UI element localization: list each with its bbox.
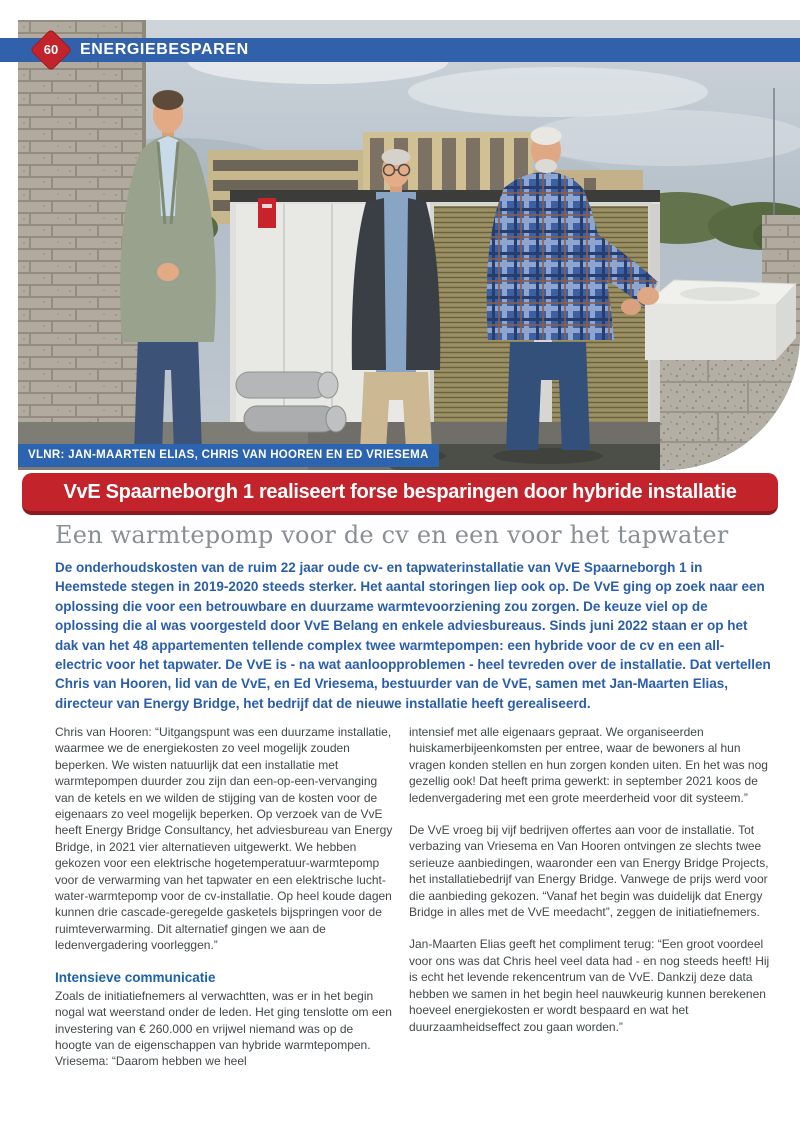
rooftop-photo — [18, 20, 800, 470]
foam-box — [645, 280, 796, 360]
photo-caption: VLNR: JAN-MAARTEN ELIAS, CHRIS VAN HOOREN EN ED VRIESEMA — [18, 444, 439, 467]
page-number: 60 — [43, 42, 59, 57]
section-title: ENERGIEBESPAREN — [80, 41, 249, 58]
article-columns — [55, 724, 777, 1086]
photo-illustration — [18, 20, 800, 470]
body-paragraph: intensief met alle eigenaars gepraat. We organiseerden huiskamerbijeenkomsten per entree, waar de bewoners al hun vragen konden stellen en hun zorgen konden uiten. En het was nog gezellig ook! Dat heeft prima gewerkt: in september 2021 koos de ledenvergadering met een grote meerderheid voor dit systeem.” — [409, 725, 768, 805]
column-right — [409, 724, 777, 1086]
body-paragraph: Chris van Hooren: “Uitgangspunt was een duurzame installatie, waarmee we de energiekosten zo veel mogelijk zouden beperken. We wisten natuurlijk dat een installatie met warmtepompen duurder zou zijn dan een-op-een-vervanging van de ketels en we wilden de stijging van de kosten voor de eigenaars zo veel mogelijk beperken. Op verzoek van de VvE heeft Energy Bridge Consultancy, het adviesbureau van Energy Bridge, in 2021 vier alternatieven uitgewerkt. We hebben gekozen voor een elektrische hogetemperatuur-warmtepomp voor de verwarming van het tapwater en een elektrische lucht-water-warmtepomp voor de cv-installatie. Op heel koude dagen kunnen drie cascade-geregelde gasketels bijspringen voor de ruimteverwarming. Dit alternatief gingen we aan de ledenvergadering voorleggen.” — [55, 725, 393, 953]
page-number-badge — [30, 29, 72, 71]
concrete-pedestal — [660, 352, 800, 470]
column-subheading: Intensieve communicatie — [55, 969, 216, 985]
subheadline: Een warmtepomp voor de cv en een voor het tapwater — [55, 521, 729, 549]
body-paragraph: De VvE vroeg bij vijf bedrijven offertes aan voor de installatie. Tot verbazing van Vriesema en Van Hooren ontvingen ze slechts twee serieuze aanbiedingen, waaronder een van Energy Bridge Projects, het installatiebedrijf van Energy Bridge. Vanwege de prijs werd voor die aanbieding gekozen. “Vanaf het begin was duidelijk dat Energy Bridge in alles met de VvE meedacht”, zeggen de initiatiefnemers. — [409, 823, 769, 920]
intro-paragraph: De onderhoudskosten van de ruim 22 jaar oude cv- en tapwaterinstallatie van VvE Spaarneborgh 1 in Heemstede stegen in 2019-2020 steeds sterker. Het aantal storingen liep ook op. De VvE ging op zoek naar een oplossing die voor een betrouwbare en duurzame warmtevoorziening zou zorgen. De keuze viel op de oplossing die al was voorgesteld door VvE Belang en enkele adviesbureaus. Sinds juni 2022 staan er op het dak van het 48 appartementen tellende complex twee warmtepompen: een hybride voor de cv en een all-electric voor het tapwater. De VvE is - na wat aanloopproblemen - heel tevreden over de installatie. Dat vertellen Chris van Hooren, lid van de VvE, en Ed Vriesema, bestuurder van de VvE, samen met Jan-Maarten Elias, directeur van Energy Bridge, het bedrijf dat de nieuwe installatie heeft gerealiseerd. — [55, 560, 771, 711]
section-header-bar — [0, 38, 800, 62]
headline: VvE Spaarneborgh 1 realiseert forse besparingen door hybride installatie — [63, 481, 737, 503]
body-paragraph: Jan-Maarten Elias geeft het compliment terug: “Een groot voordeel voor ons was dat Chris heel veel data had - en nog steeds heeft! Hij is echt het levende rekencentrum van de VvE. Dankzij deze data hebben we samen in het begin heel nauwkeurig kunnen berekenen hoeveel energiekosten er wordt bespaard en wat het duurzaamheidseffect zou gaan worden.” — [409, 937, 770, 1034]
body-paragraph: Zoals de initiatiefnemers al verwachtten, was er in het begin nogal wat weerstand onder de leden. Het ging tenslotte om een investering van € 260.000 en vrijwel niemand was op de hoogte van de eigenschappen van hybride warmtepompen. Vriesema: “Daarom hebben we heel — [55, 988, 392, 1069]
cloud — [528, 110, 800, 166]
cloud — [408, 67, 708, 117]
headline-banner — [22, 473, 778, 515]
person-right-hand — [637, 287, 659, 305]
column-left — [55, 724, 393, 1086]
unit-label — [258, 198, 276, 228]
